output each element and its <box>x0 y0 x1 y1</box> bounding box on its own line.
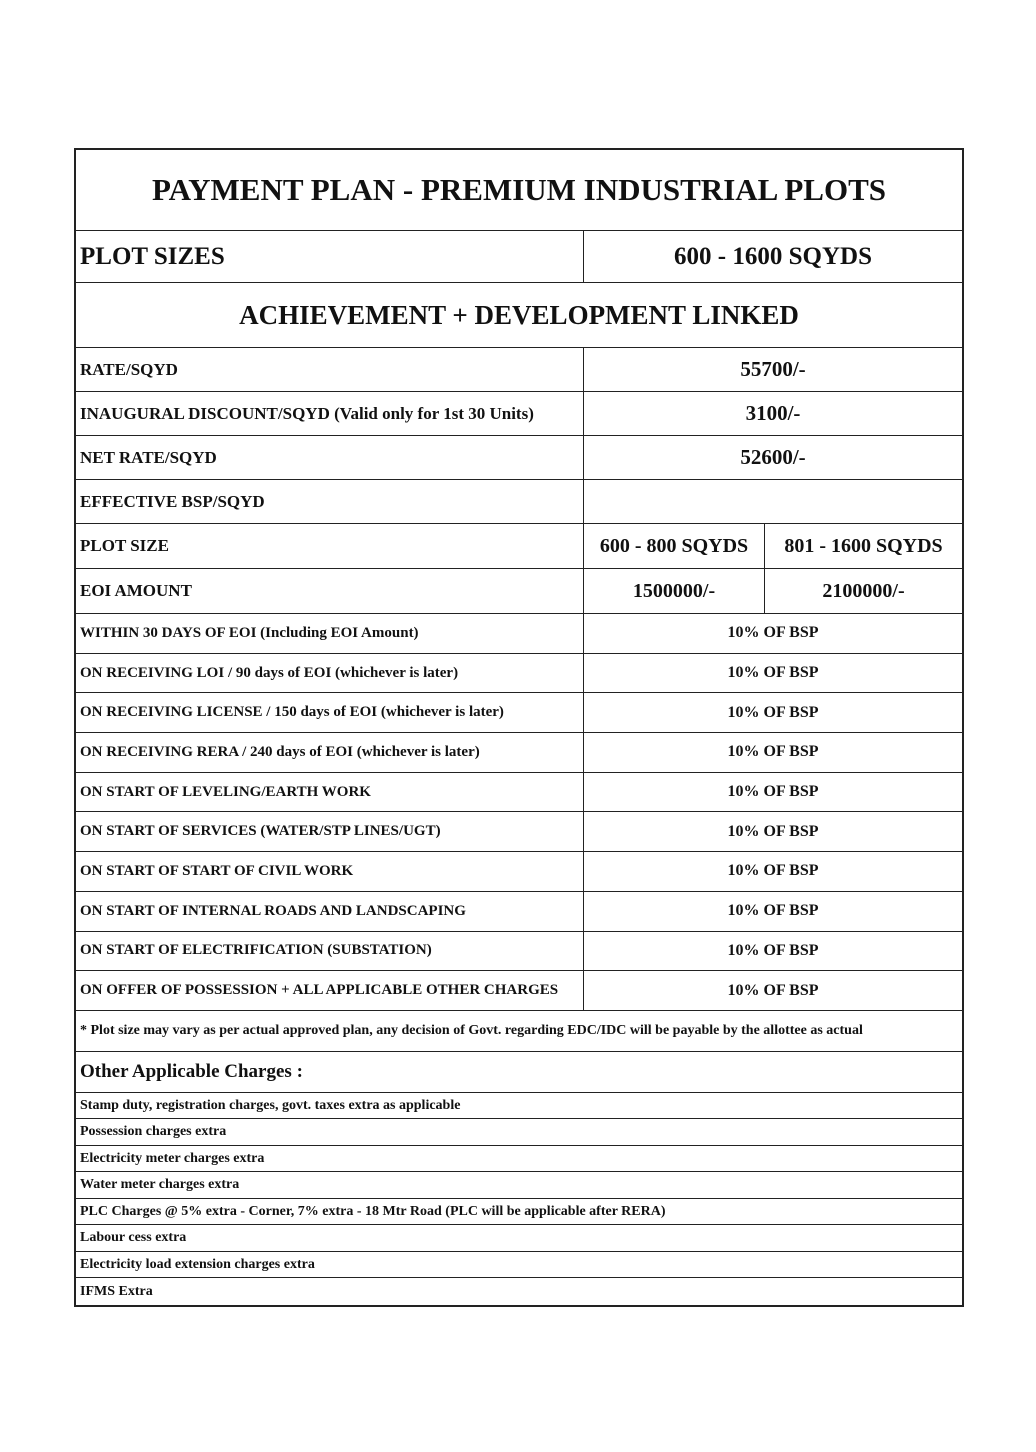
milestone-label: WITHIN 30 DAYS OF EOI (Including EOI Amount) <box>76 614 584 653</box>
milestone-row <box>76 733 962 773</box>
milestone-value: 10% OF BSP <box>727 862 819 880</box>
milestone-value: 10% OF BSP <box>727 624 819 642</box>
charge-item: IFMS Extra <box>80 1283 153 1299</box>
charge-item: Stamp duty, registration charges, govt. taxes extra as applicable <box>76 1093 962 1120</box>
footnote: * Plot size may vary as per actual approved plan, any decision of Govt. regarding EDC/IDC will be payable by the allottee as actual <box>80 1022 863 1038</box>
milestone-label: ON RECEIVING LOI / 90 days of EOI (whichever is later) <box>76 654 584 693</box>
plan-type-heading: ACHIEVEMENT + DEVELOPMENT LINKED <box>239 299 799 330</box>
other-charges-heading-row <box>76 1052 962 1093</box>
plot-sizes-label: PLOT SIZES <box>76 231 584 282</box>
rate-row <box>76 348 962 392</box>
eoi-col2: 2100000/- <box>764 569 962 613</box>
rate-label: RATE/SQYD <box>76 348 584 391</box>
plot-size-row <box>76 524 962 569</box>
effective-bsp-value <box>584 480 962 523</box>
eoi-row <box>76 569 962 614</box>
effective-bsp-row <box>76 480 962 524</box>
charge-item: Electricity load extension charges extra <box>76 1252 962 1279</box>
milestone-value: 10% OF BSP <box>727 902 819 920</box>
discount-row <box>76 392 962 436</box>
milestone-label: ON START OF ELECTRIFICATION (SUBSTATION) <box>76 932 584 971</box>
milestone-label: ON START OF START OF CIVIL WORK <box>76 852 584 891</box>
milestone-row <box>76 654 962 694</box>
milestone-row <box>76 852 962 892</box>
milestone-row <box>76 932 962 972</box>
milestone-value: 10% OF BSP <box>727 981 819 999</box>
plot-sizes-value: 600 - 1600 SQYDS <box>674 242 872 270</box>
milestone-label: ON RECEIVING RERA / 240 days of EOI (whichever is later) <box>76 733 584 772</box>
plot-size-col2: 801 - 1600 SQYDS <box>764 524 962 568</box>
milestone-label: ON START OF LEVELING/EARTH WORK <box>76 773 584 812</box>
other-charges-list <box>76 1093 962 1305</box>
milestone-value: 10% OF BSP <box>727 703 819 721</box>
net-rate-row <box>76 436 962 480</box>
charge-item: Possession charges extra <box>76 1119 962 1146</box>
effective-bsp-label: EFFECTIVE BSP/SQYD <box>76 480 584 523</box>
net-rate-value: 52600/- <box>740 445 806 469</box>
charge-item: Electricity meter charges extra <box>76 1146 962 1173</box>
net-rate-label: NET RATE/SQYD <box>76 436 584 479</box>
milestone-value: 10% OF BSP <box>727 743 819 761</box>
milestone-label: ON OFFER OF POSSESSION + ALL APPLICABLE OTHER CHARGES <box>76 971 584 1010</box>
plot-sizes-row <box>76 231 962 283</box>
milestone-row <box>76 892 962 932</box>
page-title: PAYMENT PLAN - PREMIUM INDUSTRIAL PLOTS <box>151 172 887 207</box>
other-charges-heading: Other Applicable Charges : <box>80 1060 303 1082</box>
milestone-row <box>76 812 962 852</box>
note-row <box>76 1011 962 1052</box>
milestone-row <box>76 773 962 813</box>
eoi-col1: 1500000/- <box>632 579 716 602</box>
rate-value: 55700/- <box>740 357 806 381</box>
charge-item: PLC Charges @ 5% extra - Corner, 7% extra - 18 Mtr Road (PLC will be applicable after RERA) <box>76 1199 962 1226</box>
milestone-row <box>76 614 962 654</box>
discount-label: INAUGURAL DISCOUNT/SQYD (Valid only for 1st 30 Units) <box>76 392 584 435</box>
charge-item: Labour cess extra <box>76 1225 962 1252</box>
title-row <box>76 150 962 231</box>
plot-size-col1: 600 - 800 SQYDS <box>599 534 749 557</box>
charge-item: Water meter charges extra <box>76 1172 962 1199</box>
milestone-label: ON START OF INTERNAL ROADS AND LANDSCAPING <box>76 892 584 931</box>
milestone-label: ON RECEIVING LICENSE / 150 days of EOI (whichever is later) <box>76 693 584 732</box>
milestone-row <box>76 693 962 733</box>
milestone-value: 10% OF BSP <box>727 822 819 840</box>
milestone-label: ON START OF SERVICES (WATER/STP LINES/UGT) <box>76 812 584 851</box>
payment-plan-table <box>74 148 964 1307</box>
milestone-row <box>76 971 962 1011</box>
plan-type-row <box>76 283 962 348</box>
milestone-value: 10% OF BSP <box>727 664 819 682</box>
discount-value: 3100/- <box>745 401 801 425</box>
eoi-label: EOI AMOUNT <box>76 569 584 613</box>
plot-size-label: PLOT SIZE <box>76 524 584 568</box>
milestone-value: 10% OF BSP <box>727 941 819 959</box>
milestone-value: 10% OF BSP <box>727 783 819 801</box>
